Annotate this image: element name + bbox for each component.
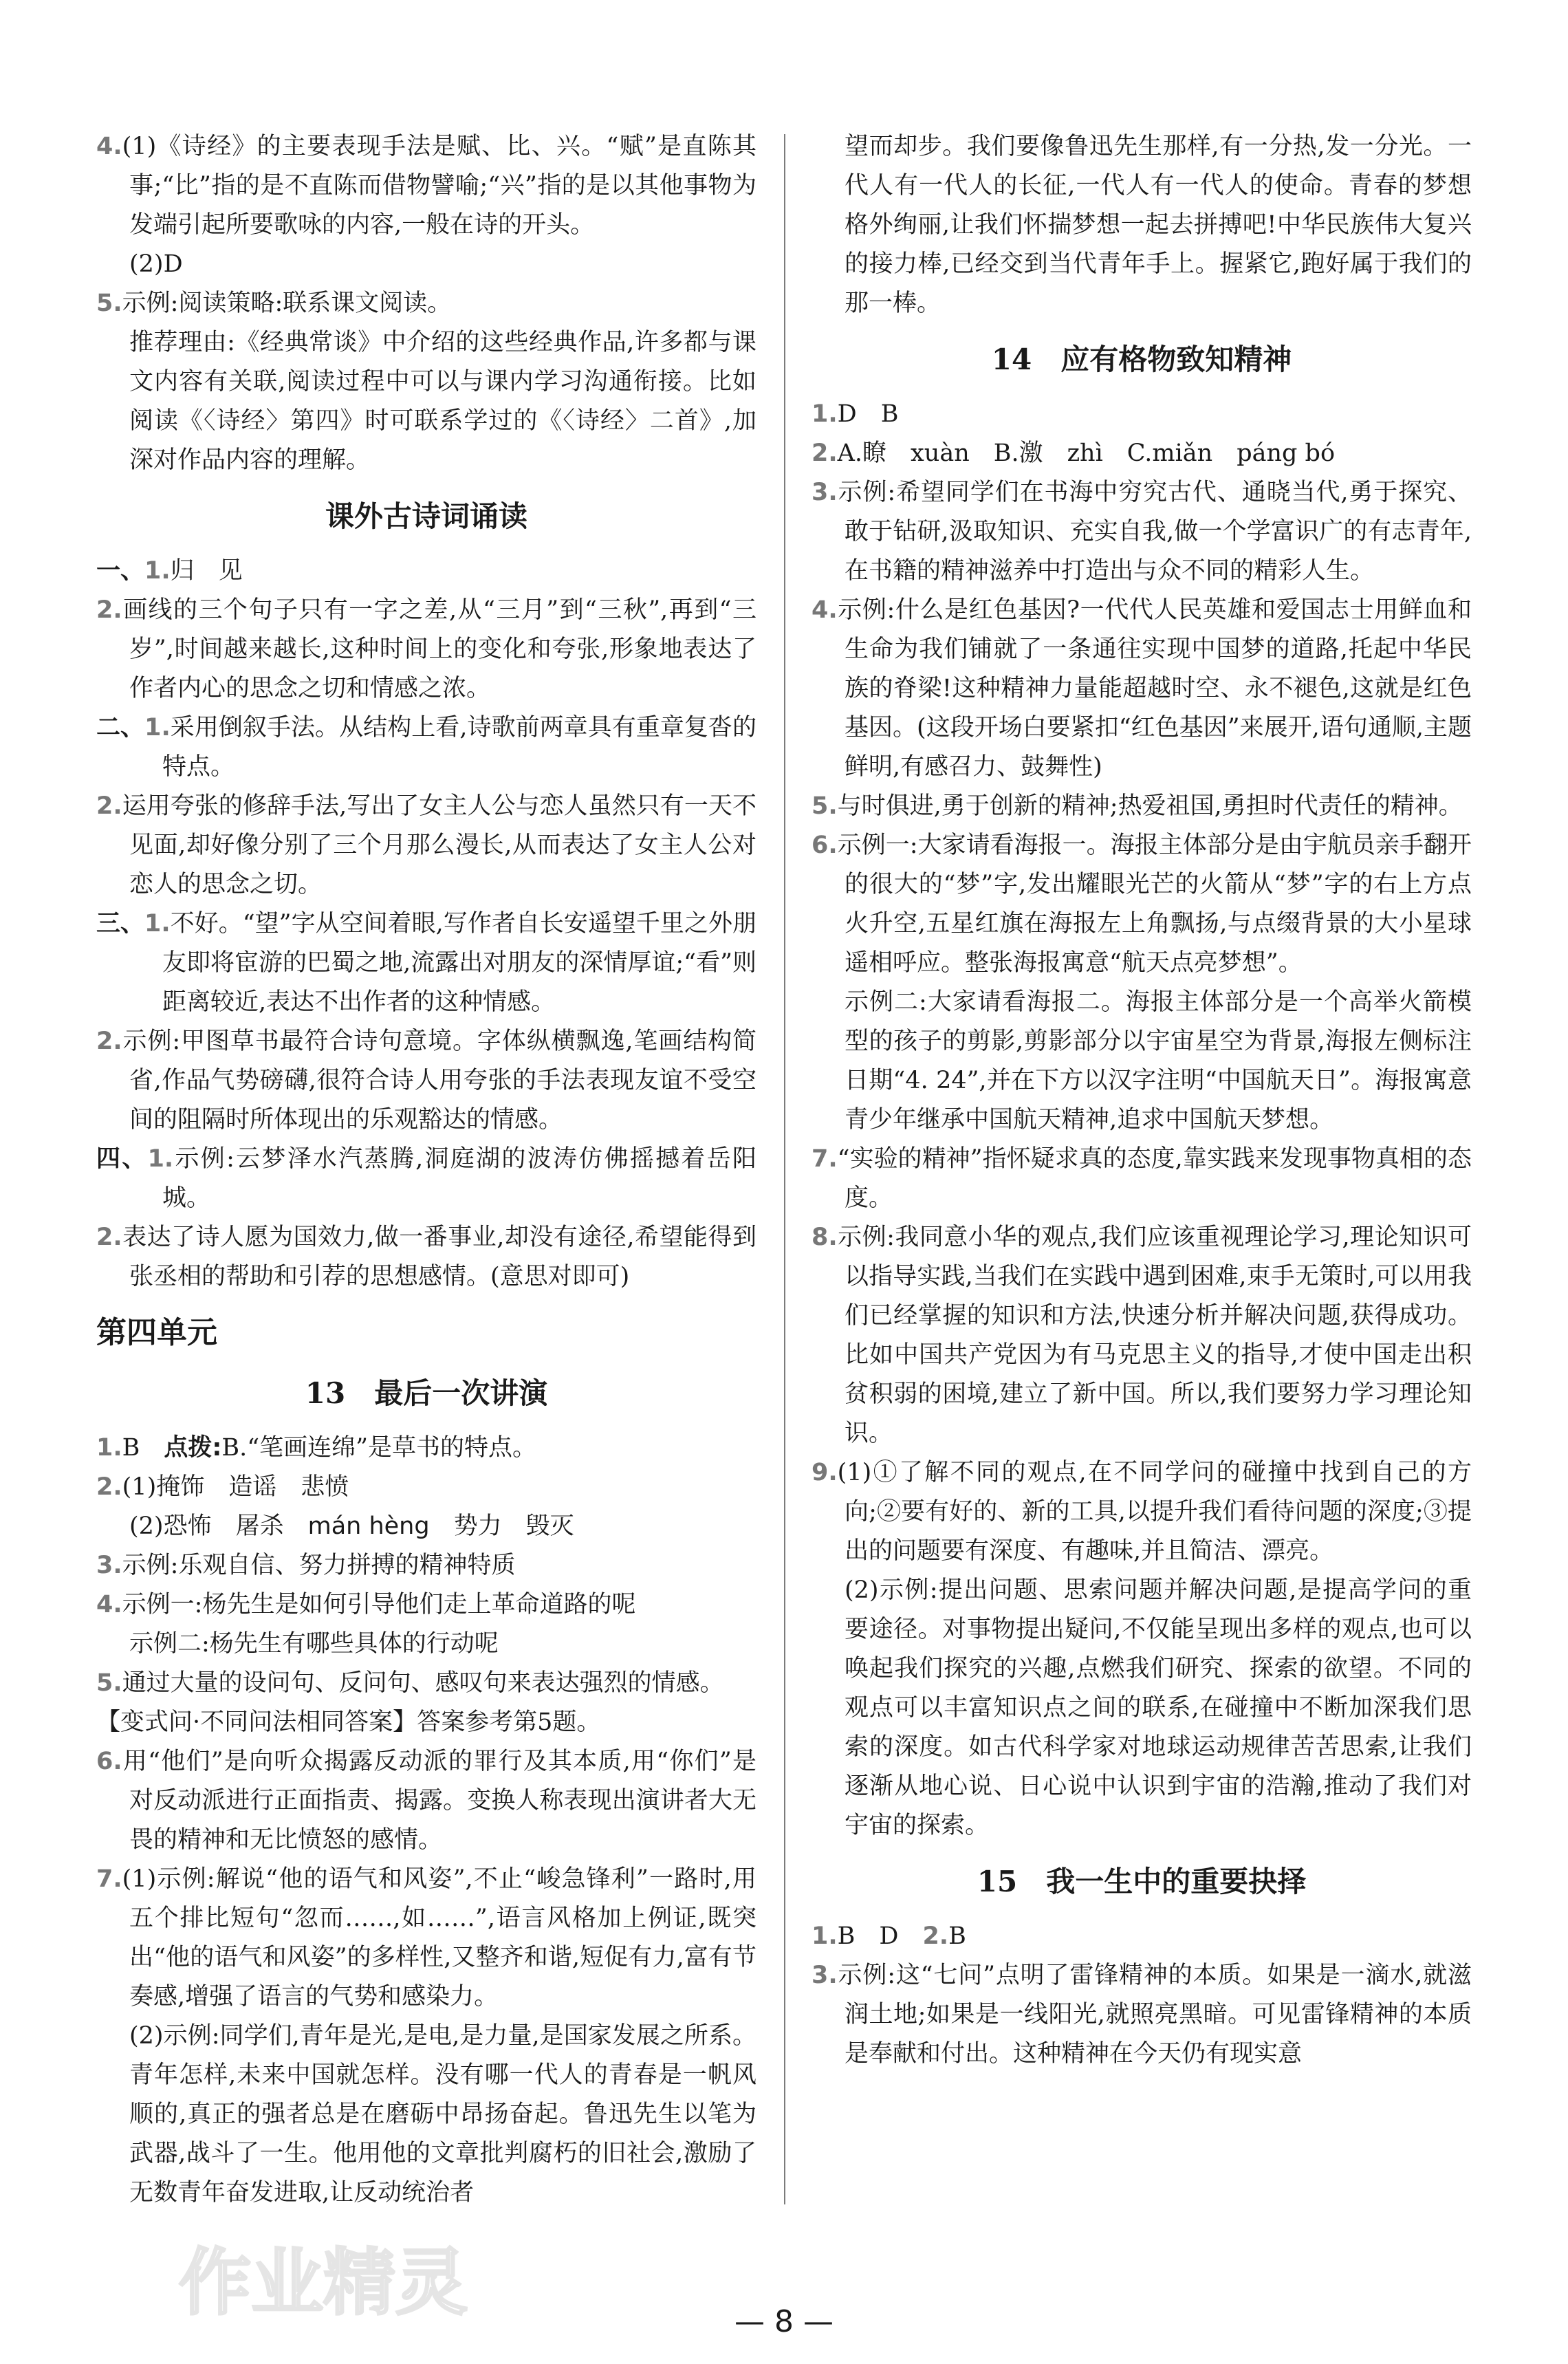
answer-text: D B bbox=[837, 400, 899, 428]
footer-dash-left: — bbox=[734, 2304, 774, 2339]
right-column bbox=[812, 127, 1472, 2074]
poetry-section-4-item-1 bbox=[96, 1140, 756, 1218]
footer-dash-right: — bbox=[794, 2304, 834, 2339]
answer-subpart: (2)示例:同学们,青年是光,是电,是力量,是国家发展之所系。青年怎样,未来中国就怎样。没有哪一代人的青春是一帆风顺的,真正的强者总是在磨砺中昂扬奋起。鲁迅先生以笔为武器,战斗了一生。他用他的文章批判腐朽的旧社会,激励了无数青年奋发进取,让反动统治者 bbox=[129, 2022, 756, 2206]
answer-text: 示例:阅读策略:联系课文阅读。 bbox=[122, 290, 452, 317]
lesson14-item-9 bbox=[812, 1453, 1472, 1571]
lesson14-item-2 bbox=[812, 434, 1472, 473]
item-number: 3. bbox=[96, 1552, 122, 1579]
item-number: 2. bbox=[922, 1922, 949, 1950]
answer-text: 不好。“望”字从空间着眼,写作者自长安遥望千里之外朋友即将宦游的巴蜀之地,流露出对朋友的深情厚谊;“看”则距离较近,表达不出作者的这种情感。 bbox=[162, 910, 756, 1016]
answer-subpart: 推荐理由:《经典常谈》中介绍的这些经典作品,许多都与课文内容有关联,阅读过程中可以与课内学习沟通衔接。比如阅读《〈诗经〉第四》时可联系学过的《〈诗经〉二首》,加深对作品内容的理解。 bbox=[129, 329, 756, 474]
item-number: 1. bbox=[144, 714, 171, 741]
poetry-section-1-item-1 bbox=[96, 552, 756, 591]
answer-text: (2)恐怖 屠杀 bbox=[129, 1512, 308, 1540]
answer-text: B bbox=[122, 1434, 164, 1462]
page-number: 8 bbox=[774, 2304, 794, 2339]
item-number: 1. bbox=[96, 1434, 122, 1462]
section-label: 三、 bbox=[96, 910, 145, 937]
variant-note: 【变式问·不同问法相同答案】答案参考第5题。 bbox=[96, 1709, 601, 1736]
item-number: 3. bbox=[812, 479, 838, 506]
answer-text: 通过大量的设问句、反问句、感叹句来表达强烈的情感。 bbox=[122, 1669, 724, 1697]
answer-text: (1)掩饰 造谣 悲愤 bbox=[122, 1473, 349, 1501]
section-label: 一、 bbox=[96, 557, 145, 585]
lesson14-item-7 bbox=[812, 1140, 1472, 1218]
answer-text: 表达了诗人愿为国效力,做一番事业,却没有途径,希望能得到张丞相的帮助和引荐的思想感情。(意思对即可) bbox=[122, 1224, 756, 1290]
lesson-title-13: 13 最后一次讲演 bbox=[305, 1376, 548, 1410]
answer-text: 示例:什么是红色基因?一代代人民英雄和爱国志士用鲜血和生命为我们铺就了一条通往实现中国梦的道路,托起中华民族的脊梁!这种精神力量能超越时空、永不褪色,这就是红色基因。(这段开场白要紧扣“红色基因”来展开,语句通顺,主题鲜明,有感召力、鼓舞性) bbox=[837, 596, 1472, 781]
answer-text: “实验的精神”指怀疑求真的态度,靠实践来发现事物真相的态度。 bbox=[837, 1145, 1472, 1212]
page-footer bbox=[0, 2304, 1568, 2339]
item-number: 8. bbox=[812, 1224, 838, 1251]
poetry-section-2-item-2 bbox=[96, 787, 756, 904]
lesson13-item-4 bbox=[96, 1585, 756, 1625]
answer-text: 运用夸张的修辞手法,写出了女主人公与恋人虽然只有一天不见面,却好像分别了三个月那么漫长,从而表达了女主人公对恋人的思念之切。 bbox=[122, 792, 756, 898]
item-number: 5. bbox=[812, 792, 838, 820]
lesson13-item-3 bbox=[96, 1546, 756, 1585]
tip-text: B.“笔画连绵”是草书的特点。 bbox=[221, 1434, 537, 1462]
answer-text: 画线的三个句子只有一字之差,从“三月”到“三秋”,再到“三岁”,时间越来越长,这种时间上的变化和夸张,形象地表达了作者内心的思念之切和情感之浓。 bbox=[122, 596, 756, 702]
tip-label: 点拨: bbox=[164, 1434, 222, 1462]
section-title-poetry: 课外古诗词诵读 bbox=[325, 499, 527, 533]
item-number: 6. bbox=[812, 832, 838, 859]
item-number: 4. bbox=[812, 596, 838, 624]
answer-text: (1)《诗经》的主要表现手法是赋、比、兴。“赋”是直陈其事;“比”指的是不直陈而借物譬喻;“兴”指的是以其他事物为发端引起所要歌咏的内容,一般在诗的开头。 bbox=[122, 133, 756, 239]
answer-text: 与时俱进,勇于创新的精神;热爱祖国,勇担时代责任的精神。 bbox=[837, 792, 1463, 820]
item-number: 1. bbox=[812, 400, 838, 428]
item-number: 4. bbox=[96, 133, 122, 160]
left-column bbox=[96, 127, 756, 2213]
poetry-section-4-item-2 bbox=[96, 1218, 756, 1297]
lesson14-item-8 bbox=[812, 1218, 1472, 1453]
answer-text: 示例:乐观自信、努力拼搏的精神特质 bbox=[122, 1552, 516, 1579]
answer-subpart: (2)D bbox=[129, 250, 183, 278]
column-divider bbox=[784, 134, 785, 2204]
answer-subpart bbox=[96, 1507, 756, 1546]
answer-text: 归 见 bbox=[170, 557, 243, 585]
lesson15-item-3 bbox=[812, 1956, 1472, 2074]
answer-text: 示例:这“七问”点明了雷锋精神的本质。如果是一滴水,就滋润土地;如果是一线阳光,就照亮黑暗。可见雷锋精神的本质是奉献和付出。这种精神在今天仍有现实意 bbox=[837, 1962, 1472, 2068]
poetry-section-1-item-2 bbox=[96, 591, 756, 708]
section-label: 四、 bbox=[96, 1145, 148, 1173]
lesson13-item-2 bbox=[96, 1468, 756, 1507]
answer-subpart: 示例二:大家请看海报二。海报主体部分是一个高举火箭模型的孩子的剪影,剪影部分以宇宙星空为背景,海报左侧标注日期“4. 24”,并在下方以汉字注明“中国航天日”。海报寓意青少年继承中国航天精神,追求中国航天梦想。 bbox=[845, 988, 1472, 1134]
item-number: 1. bbox=[144, 557, 171, 585]
item-number: 1. bbox=[144, 910, 171, 937]
lesson13-item-1 bbox=[96, 1429, 756, 1468]
item-number: 2. bbox=[96, 1473, 122, 1501]
item-number: 7. bbox=[96, 1865, 122, 1893]
answer-item-4 bbox=[96, 127, 756, 245]
answer-text: A.瞭 xuàn B.激 zhì C.miǎn páng bó bbox=[837, 440, 1336, 467]
lesson14-item-1 bbox=[812, 395, 1472, 434]
lesson-title-14: 14 应有格物致知精神 bbox=[991, 343, 1292, 376]
item-number: 4. bbox=[96, 1591, 122, 1618]
answer-text: 示例一:大家请看海报一。海报主体部分是由宇航员亲手翻开的很大的“梦”字,发出耀眼光芒的火箭从“梦”字的右上方点火升空,五星红旗在海报左上角飘扬,与点缀背景的大小星球遥相呼应。整张海报寓意“航天点亮梦想”。 bbox=[837, 832, 1472, 977]
answer-text: (1)①了解不同的观点,在不同学问的碰撞中找到自己的方向;②要有好的、新的工具,以提升我们看待问题的深度;③提出的问题要有深度、有趣味,并且简洁、漂亮。 bbox=[837, 1459, 1472, 1565]
answer-text: 示例:云梦泽水汽蒸腾,洞庭湖的波涛仿佛摇撼着岳阳城。 bbox=[162, 1145, 756, 1212]
item-number: 7. bbox=[812, 1145, 838, 1173]
answer-text: 示例一:杨先生是如何引导他们走上革命道路的呢 bbox=[122, 1591, 636, 1618]
poetry-section-2-item-1 bbox=[96, 708, 756, 787]
continued-text: 望而却步。我们要像鲁迅先生那样,有一分热,发一分光。一代人有一代人的长征,一代人有一代人的使命。青春的梦想格外绚丽,让我们怀揣梦想一起去拼搏吧!中华民族伟大复兴的接力棒,已经交到当代青年手上。握紧它,跑好属于我们的那一棒。 bbox=[845, 133, 1472, 317]
lesson14-item-4 bbox=[812, 591, 1472, 787]
item-number: 1. bbox=[812, 1922, 838, 1950]
answer-text: 示例:我同意小华的观点,我们应该重视理论学习,理论知识可以指导实践,当我们在实践中遇到困难,束手无策时,可以用我们已经掌握的知识和方法,快速分析并解决问题,获得成功。比如中国共产党因为有马克思主义的指导,才使中国走出积贫积弱的困境,建立了新中国。所以,我们要努力学习理论知识。 bbox=[837, 1224, 1472, 1447]
item-number: 2. bbox=[96, 792, 122, 820]
pinyin-text: mán hèng bbox=[307, 1512, 430, 1540]
item-number: 2. bbox=[96, 1224, 122, 1251]
section-label: 二、 bbox=[96, 714, 145, 741]
item-number: 5. bbox=[96, 290, 122, 317]
answer-text: 示例:甲图草书最符合诗句意境。字体纵横飘逸,笔画结构简省,作品气势磅礴,很符合诗人用夸张的手法表现友谊不受空间的阻隔时所体现出的乐观豁达的情感。 bbox=[122, 1028, 756, 1134]
lesson13-item-5 bbox=[96, 1664, 756, 1703]
lesson15-item-1 bbox=[812, 1917, 1472, 1956]
lesson13-item-6 bbox=[96, 1742, 756, 1860]
poetry-section-3-item-1 bbox=[96, 904, 756, 1022]
answer-item-5 bbox=[96, 284, 756, 323]
answer-text: B D bbox=[837, 1922, 923, 1950]
answer-subpart: 示例二:杨先生有哪些具体的行动呢 bbox=[129, 1630, 499, 1658]
answer-text: 用“他们”是向听众揭露反动派的罪行及其本质,用“你们”是对反动派进行正面指责、揭露。变换人称表现出演讲者大无畏的精神和无比愤怒的感情。 bbox=[122, 1748, 756, 1854]
item-number: 6. bbox=[96, 1748, 122, 1775]
unit-title: 第四单元 bbox=[96, 1315, 217, 1350]
item-number: 3. bbox=[812, 1962, 838, 1989]
item-number: 2. bbox=[812, 440, 838, 467]
answer-text: B bbox=[948, 1922, 966, 1950]
lesson14-item-5 bbox=[812, 787, 1472, 826]
item-number: 2. bbox=[96, 1028, 122, 1055]
item-number: 1. bbox=[147, 1145, 174, 1173]
lesson14-item-3 bbox=[812, 473, 1472, 591]
lesson14-item-6 bbox=[812, 826, 1472, 983]
item-number: 5. bbox=[96, 1669, 122, 1697]
item-number: 2. bbox=[96, 596, 122, 624]
answer-text: 势力 毁灭 bbox=[429, 1512, 574, 1540]
item-number: 9. bbox=[812, 1459, 838, 1486]
answer-text: 示例:希望同学们在书海中穷究古代、通晓当代,勇于探究、敢于钻研,汲取知识、充实自我,做一个学富识广的有志青年,在书籍的精神滋养中打造出与众不同的精彩人生。 bbox=[837, 479, 1472, 585]
poetry-section-3-item-2 bbox=[96, 1022, 756, 1140]
answer-text: 采用倒叙手法。从结构上看,诗歌前两章具有重章复沓的特点。 bbox=[162, 714, 756, 781]
watermark-text: 作业精灵 bbox=[179, 2241, 468, 2325]
answer-text: (1)示例:解说“他的语气和风姿”,不止“峻急锋利”一路时,用五个排比短句“忽而……,如……”,语言风格加上例证,既突出“他的语气和风姿”的多样性,又整齐和谐,短促有力,富有节奏感,增强了语言的气势和感染力。 bbox=[122, 1865, 756, 2010]
lesson13-item-7 bbox=[96, 1860, 756, 2017]
answer-subpart: (2)示例:提出问题、思索问题并解决问题,是提高学问的重要途径。对事物提出疑问,不仅能呈现出多样的观点,也可以唤起我们探究的兴趣,点燃我们研究、探索的欲望。不同的观点可以丰富知识点之间的联系,在碰撞中不断加深我们思索的深度。如古代科学家对地球运动规律苦苦思索,让我们逐渐从地心说、日心说中认识到宇宙的浩瀚,推动了我们对宇宙的探索。 bbox=[845, 1576, 1472, 1839]
lesson-title-15: 15 我一生中的重要抉择 bbox=[977, 1865, 1307, 1898]
